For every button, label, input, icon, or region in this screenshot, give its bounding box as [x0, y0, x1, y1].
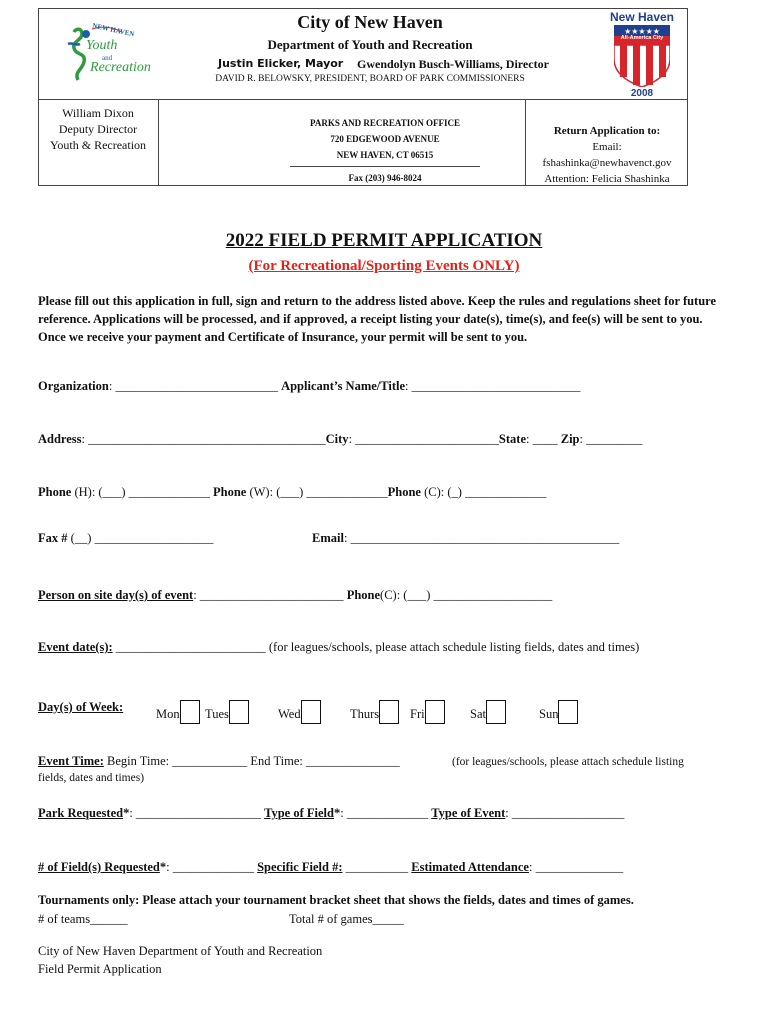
event-time-note2: fields, dates and times)	[38, 772, 145, 784]
youth-recreation-logo	[62, 21, 151, 84]
event-type-field[interactable]: : __________________	[505, 806, 625, 820]
organization-row	[38, 379, 580, 394]
phone-work-field[interactable]: (W): (___) _____________	[246, 485, 388, 499]
svg-text:★★★★★: ★★★★★	[624, 27, 660, 36]
city-name: City of New Haven	[297, 12, 443, 32]
phone-work-label: Phone	[213, 485, 247, 499]
return-info	[528, 123, 686, 187]
attention-line: Attention: Felicia Shashinka	[544, 173, 670, 185]
num-fields-field[interactable]: : _____________	[166, 860, 258, 874]
day-wed[interactable]	[278, 700, 321, 724]
deputy-contact	[38, 105, 158, 153]
board-president: DAVID R. BELOWSKY, PRESIDENT, BOARD OF PARK COMMISSIONERS	[215, 74, 525, 84]
department-name: Department of Youth and Recreation	[267, 37, 473, 52]
logo-year: 2008	[630, 88, 654, 99]
applicant-label: Applicant’s Name/Title	[281, 379, 406, 393]
city-field[interactable]: : _______________________	[348, 432, 499, 446]
all-america-city-logo	[600, 10, 684, 100]
phone-home-field[interactable]: (H): (___) _____________	[71, 485, 213, 499]
contact-dept: Youth & Recreation	[49, 138, 147, 152]
director-name: Gwendolyn Busch-Williams, Director	[357, 57, 549, 71]
phone-cell-field[interactable]: (C): (_) _____________	[420, 485, 547, 499]
return-email[interactable]: fshashinka@newhavenct.gov	[542, 157, 672, 169]
fields-row	[38, 860, 623, 875]
contact-name: William Dixon	[62, 106, 134, 120]
onsite-phone-label: Phone	[346, 588, 381, 602]
day-label: Tues	[205, 707, 229, 721]
day-checkbox[interactable]	[379, 700, 399, 724]
email-label: Email	[312, 531, 344, 545]
divider	[525, 100, 526, 186]
day-tues[interactable]	[205, 700, 249, 724]
logo-title: New Haven	[609, 10, 675, 24]
day-label: Mon	[156, 707, 180, 721]
page-subtitle: (For Recreational/Sporting Events ONLY)	[248, 258, 520, 274]
footer-line: Field Permit Application	[38, 962, 162, 976]
mayor-name: Justin Elicker, Mayor	[218, 57, 344, 70]
logo-arc-text: NEW HAVEN	[91, 21, 136, 39]
required-star: *	[159, 860, 167, 874]
day-checkbox[interactable]	[301, 700, 321, 724]
office-line: 720 EDGEWOOD AVENUE	[330, 134, 440, 144]
field-type-field[interactable]: : _____________	[340, 806, 432, 820]
day-checkbox[interactable]	[229, 700, 249, 724]
office-fax: Fax (203) 946-8024	[348, 173, 422, 183]
park-field[interactable]: : ____________________	[129, 806, 265, 820]
day-mon[interactable]	[156, 700, 200, 724]
divider	[290, 166, 480, 167]
onsite-label: Person on site day(s) of event	[38, 588, 194, 602]
phone-home-label: Phone	[38, 485, 72, 499]
email-field[interactable]: : ___________________________________________	[343, 531, 620, 545]
attendance-field[interactable]: : ______________	[528, 860, 624, 874]
onsite-field[interactable]: : _______________________	[193, 588, 347, 602]
applicant-field[interactable]: : ___________________________	[405, 379, 581, 393]
page-title: 2022 FIELD PERMIT APPLICATION	[225, 230, 543, 251]
logo-badge: All-America City	[620, 35, 664, 41]
zip-label: Zip	[560, 432, 580, 446]
fax-field[interactable]: (__) ___________________	[70, 531, 214, 545]
day-label: Fri	[410, 707, 425, 721]
attendance-label: Estimated Attendance	[411, 860, 529, 874]
required-star: *	[333, 806, 341, 820]
onsite-row	[38, 588, 552, 603]
day-thurs[interactable]	[350, 700, 399, 724]
office-line: NEW HAVEN, CT 06515	[336, 150, 434, 160]
total-games-field[interactable]: Total # of games_____	[289, 912, 404, 926]
event-dates-label: Event date(s):	[38, 640, 113, 654]
field-type-label: Type of Field	[264, 806, 334, 820]
organization-label: Organization	[38, 379, 109, 393]
park-row	[38, 806, 624, 821]
organization-field[interactable]: : __________________________	[108, 379, 282, 393]
address-row	[38, 432, 642, 447]
num-fields-label: # of Field(s) Requested	[38, 860, 160, 874]
num-teams-field[interactable]: # of teams______	[38, 912, 128, 926]
event-dates-field[interactable]: ________________________ (for leagues/schools, please attach schedule listing fields, dates and times)	[112, 640, 640, 654]
event-time-label: Event Time:	[38, 754, 104, 768]
day-label: Thurs	[350, 707, 380, 721]
day-label: Wed	[278, 707, 301, 721]
day-sun[interactable]	[539, 700, 578, 724]
divider	[158, 100, 159, 186]
office-line: PARKS AND RECREATION OFFICE	[310, 118, 460, 128]
day-fri[interactable]	[410, 700, 445, 724]
logo-line1: Youth	[86, 38, 118, 53]
state-label: State	[498, 432, 526, 446]
address-label: Address	[38, 432, 82, 446]
days-label-row	[38, 700, 123, 715]
email-label: Email:	[592, 141, 622, 153]
phone-row	[38, 485, 546, 500]
instructions: Please fill out this application in full, sign and return to the address listed above. Keep the rules and regulations sheet for future reference. Applications will be processed, and if approved, a receipt listing your date(s), time(s), and fee(s) will be sent to you. Once we receive your payment and Certificate of Insurance, your permit will be sent to you.	[38, 294, 717, 344]
days-label: Day(s) of Week:	[38, 700, 124, 714]
day-checkbox[interactable]	[180, 700, 200, 724]
park-label: Park Requested	[38, 806, 124, 820]
fax-row	[38, 531, 213, 546]
day-sat[interactable]	[470, 700, 506, 724]
logo-line3: Recreation	[90, 60, 151, 75]
event-time-note: (for leagues/schools, please attach schedule listing	[452, 756, 684, 768]
specific-field-label: Specific Field #:	[257, 860, 343, 874]
event-dates-row	[38, 640, 639, 655]
event-time-row	[38, 754, 400, 769]
state-field[interactable]: : ____	[526, 432, 561, 446]
city-label: City	[325, 432, 349, 446]
onsite-phone-field[interactable]: (C): (___) ___________________	[380, 588, 553, 602]
logo-line2: and	[102, 54, 113, 62]
event-time-field[interactable]: Begin Time: ____________ End Time: _______________	[103, 754, 400, 768]
return-label: Return Application to:	[553, 125, 661, 137]
day-label: Sat	[470, 707, 486, 721]
phone-cell-label: Phone	[387, 485, 421, 499]
footer	[38, 942, 322, 978]
day-checkbox[interactable]	[486, 700, 506, 724]
required-star: *	[123, 806, 130, 820]
footer-line: City of New Haven Department of Youth and Recreation	[38, 944, 323, 958]
event-type-label: Type of Event	[431, 806, 506, 820]
contact-title: Deputy Director	[58, 122, 138, 136]
tournaments-note: Tournaments only: Please attach your tournament bracket sheet that shows the fields, dates and times of games.	[38, 893, 634, 907]
address-field[interactable]: : ______________________________________	[81, 432, 326, 446]
fax-label: Fax #	[38, 531, 71, 545]
office-address	[290, 115, 480, 163]
day-checkbox[interactable]	[558, 700, 578, 724]
day-checkbox[interactable]	[425, 700, 445, 724]
specific-field-field[interactable]: __________	[342, 860, 412, 874]
email-row	[312, 531, 619, 546]
zip-field[interactable]: : _________	[579, 432, 643, 446]
day-label: Sun	[539, 707, 559, 721]
